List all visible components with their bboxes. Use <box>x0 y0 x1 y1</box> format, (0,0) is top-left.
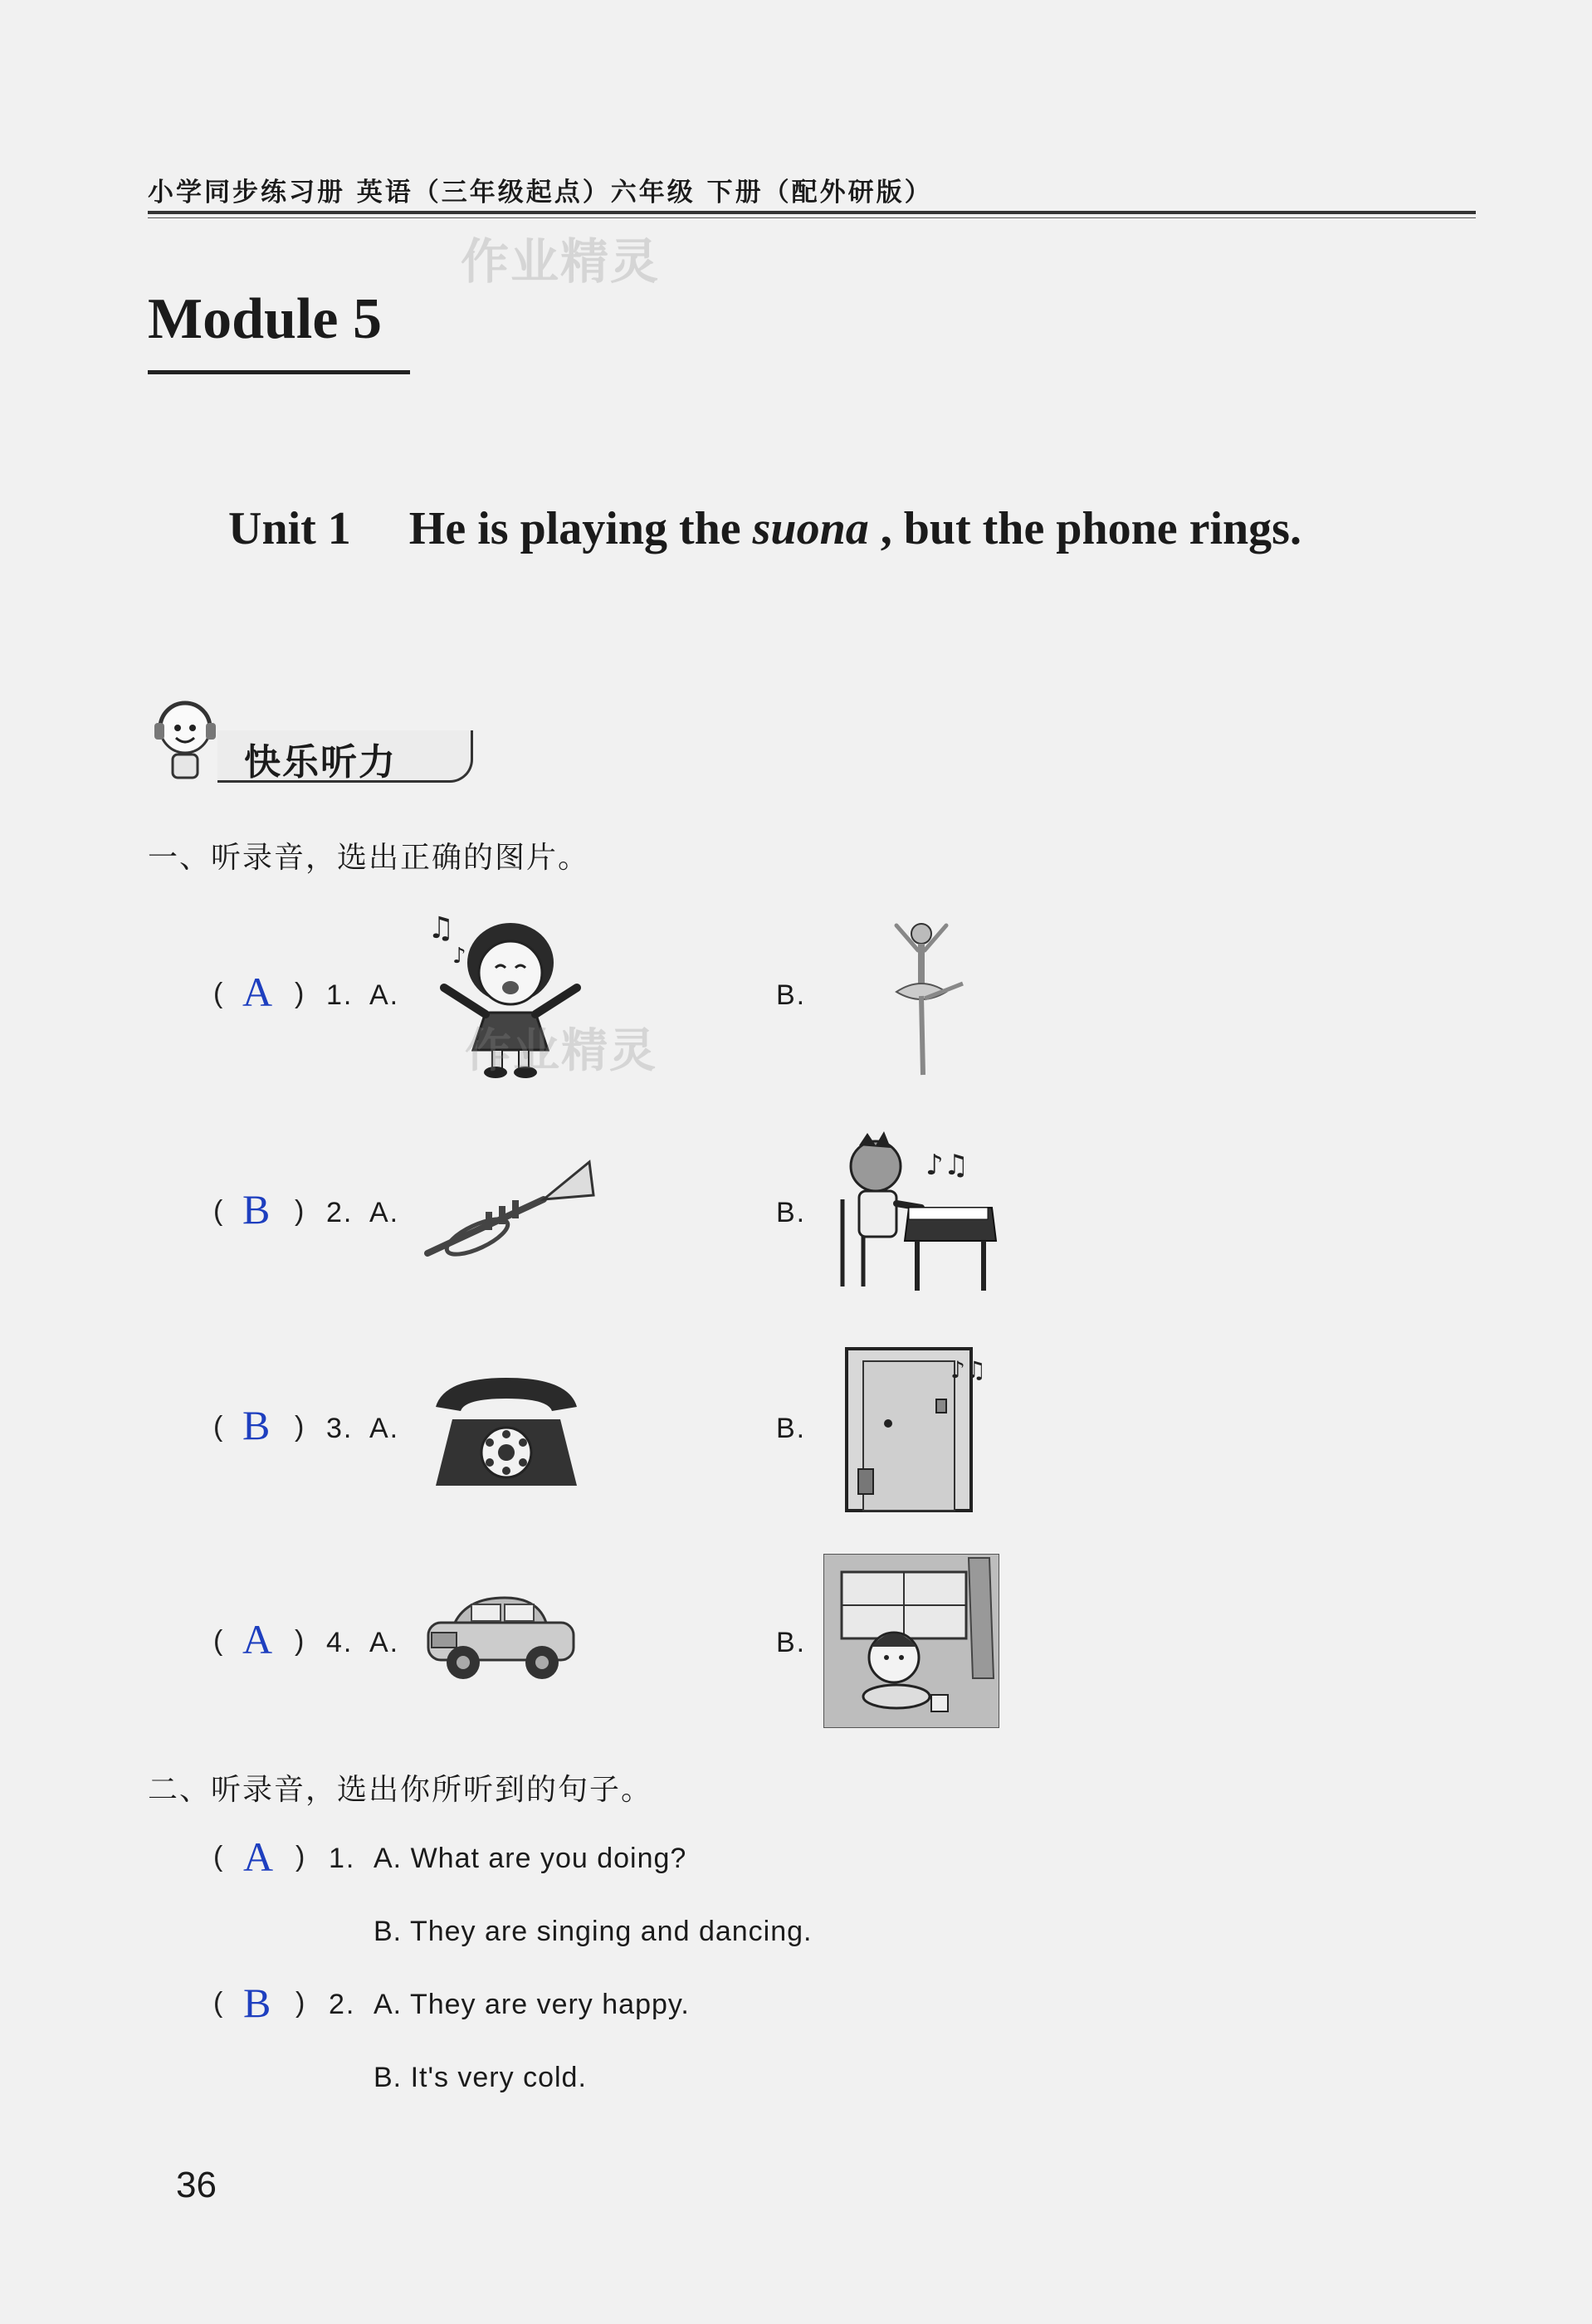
watermark-top: 作业精灵 <box>461 233 661 290</box>
svg-text:♫: ♫ <box>427 911 455 945</box>
p2-q1-answer: A <box>243 1833 274 1880</box>
q4-number: 4. <box>326 1627 354 1658</box>
p2-q2-answer: B <box>243 1980 271 2026</box>
p2-q1-paren-open: ( <box>213 1841 223 1872</box>
q3-number: 3. <box>326 1413 354 1444</box>
q4-answer: A <box>242 1616 273 1662</box>
q2-paren-close: ) <box>295 1195 305 1227</box>
q4-paren-open: ( <box>213 1625 223 1657</box>
svg-text:♪: ♪ <box>452 944 466 969</box>
unit-title-part2: , but the phone rings. <box>880 503 1301 554</box>
p2-q1-paren-close: ) <box>295 1841 305 1872</box>
unit-title <box>228 502 1301 555</box>
unit-number: Unit 1 <box>228 503 351 554</box>
header-rule-thick <box>148 211 1476 214</box>
book-header: 小学同步练习册 英语（三年级起点）六年级 下册（配外研版） <box>148 178 933 208</box>
headphone-mascot-icon <box>148 693 222 784</box>
q2-option-a-label: A. <box>369 1197 400 1228</box>
q4-option-b-label: B. <box>776 1627 807 1658</box>
watermark-middle: 作业精灵 <box>465 1024 657 1078</box>
trumpet-icon <box>419 1154 598 1266</box>
page-number: 36 <box>176 2165 217 2205</box>
q3-option-a-label: A. <box>369 1413 400 1444</box>
p2-q2-option-a: A. They are very happy. <box>374 1989 690 2020</box>
p2-q2-paren-open: ( <box>213 1987 223 2019</box>
q4-option-a-label: A. <box>369 1627 400 1658</box>
q1-answer: A <box>242 969 273 1015</box>
q1-paren-open: ( <box>213 978 223 1009</box>
q3-answer: B <box>242 1402 271 1448</box>
q3-option-b-label: B. <box>776 1413 807 1444</box>
q3-paren-close: ) <box>295 1411 305 1443</box>
p2-q2-paren-close: ) <box>295 1987 305 2019</box>
svg-text:♪♫: ♪♫ <box>925 1149 969 1182</box>
boy-eating-at-window-icon <box>823 1554 999 1728</box>
section-label: 快乐听力 <box>244 741 397 784</box>
q2-paren-open: ( <box>213 1195 223 1227</box>
unit-title-part1: He is playing the <box>408 503 741 554</box>
q4-paren-close: ) <box>295 1625 305 1657</box>
part2-heading: 二、听录音，选出你所听到的句子。 <box>148 1773 653 1807</box>
q1-paren-close: ) <box>295 978 305 1009</box>
ballet-dancer-icon <box>863 909 979 1083</box>
q3-paren-open: ( <box>213 1411 223 1443</box>
svg-text:♪♫: ♪♫ <box>950 1356 986 1384</box>
p2-q2-number: 2. <box>329 1989 356 2020</box>
p2-q1-option-a: A. What are you doing? <box>374 1843 687 1874</box>
part1-heading: 一、听录音，选出正确的图片。 <box>148 841 590 875</box>
q2-number: 2. <box>326 1197 354 1228</box>
unit-title-italic: suona <box>752 503 869 554</box>
doorbell-door-icon <box>838 1345 1004 1515</box>
car-icon <box>422 1589 579 1689</box>
p2-q2-option-b: B. It's very cold. <box>374 2062 587 2093</box>
boy-playing-piano-icon <box>826 1125 1000 1303</box>
q1-option-a-label: A. <box>369 979 400 1011</box>
telephone-icon <box>427 1370 585 1494</box>
p2-q1-option-b: B. They are singing and dancing. <box>374 1916 813 1947</box>
q1-option-b-label: B. <box>776 979 807 1011</box>
p2-q1-number: 1. <box>329 1843 356 1874</box>
q2-option-b-label: B. <box>776 1197 807 1228</box>
q1-number: 1. <box>326 979 354 1011</box>
q2-answer: B <box>242 1186 271 1233</box>
module-title: Module 5 <box>148 287 382 351</box>
module-underline <box>148 370 410 374</box>
header-rule-thin <box>148 217 1476 218</box>
